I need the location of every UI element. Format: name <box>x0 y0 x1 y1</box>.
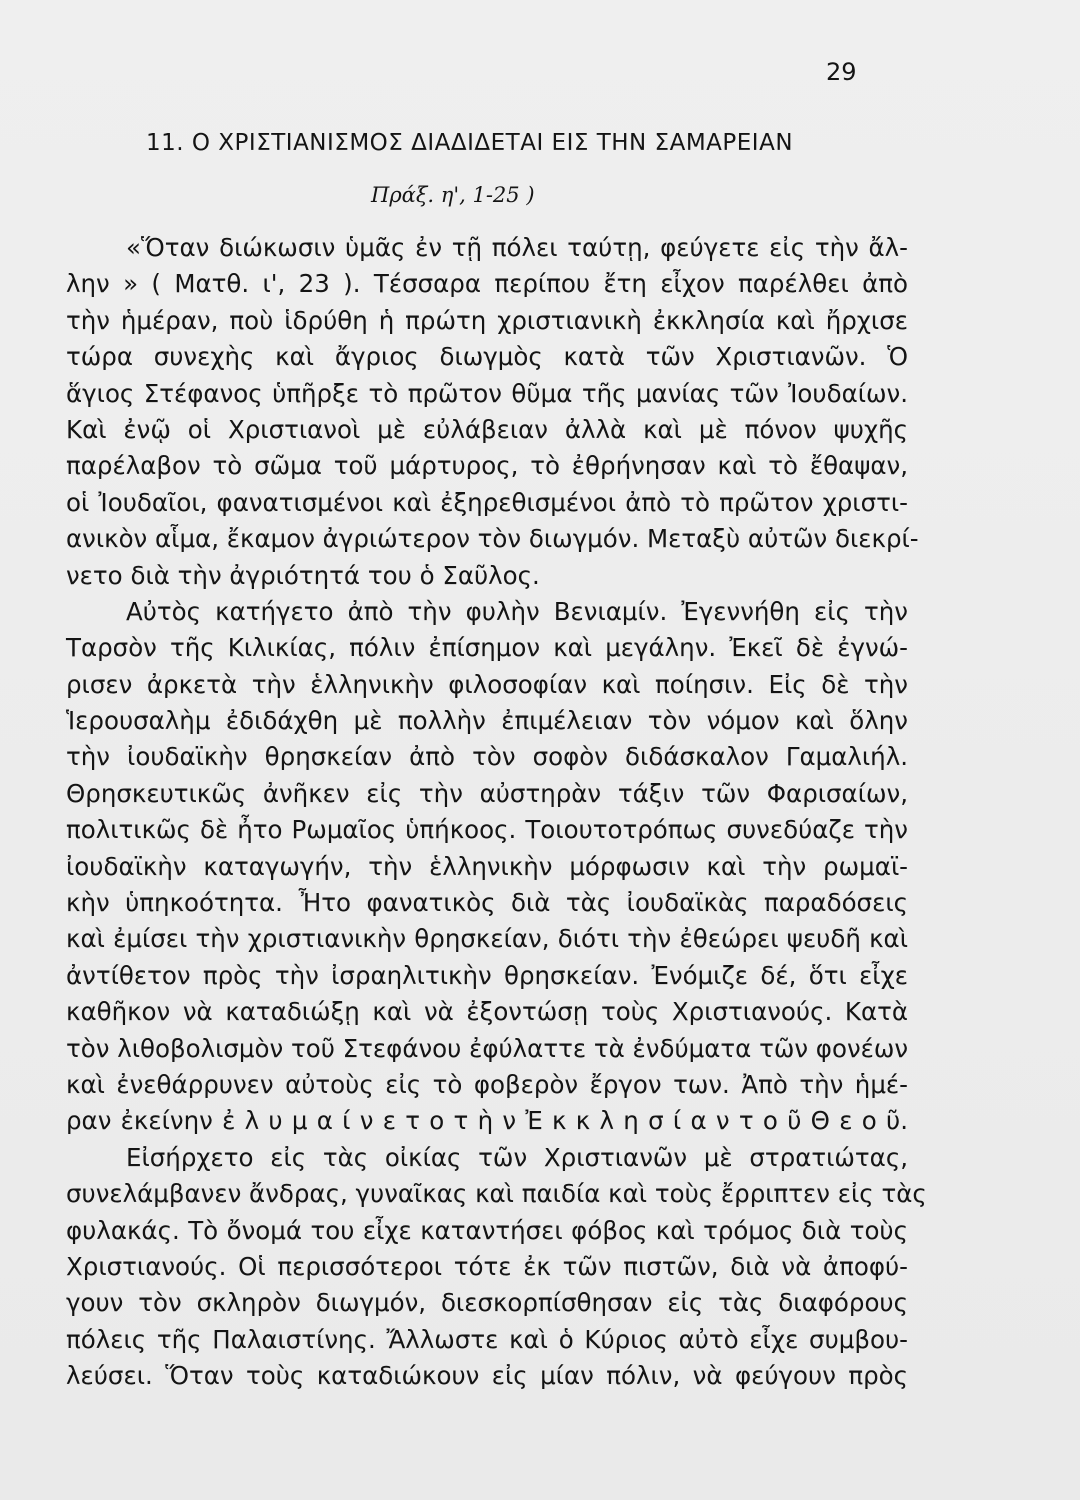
text-line: ανικὸν αἷμα, ἔκαμον ἀγριώτερον τὸν διωγμόν. Μεταξὺ αὐτῶν διεκρί- <box>66 524 919 554</box>
text-line: λην » ( Ματθ. ι', 23 ). Τέσσαρα περίπου ἔτη εἶχον παρέλθει ἀπὸ <box>66 269 908 299</box>
text-line: τὴν ἰουδαϊκὴν θρησκείαν ἀπὸ τὸν σοφὸν διδάσκαλον Γαμαλιήλ. <box>66 742 908 772</box>
text-line: κὴν ὑπηκοότητα. Ἦτο φανατικὸς διὰ τὰς ἰουδαϊκὰς παραδόσεις <box>66 888 908 918</box>
text-line: ραν ἐκείνην ἐ λ υ μ α ί ν ε τ ο τ ὴ ν Ἐ κ κ λ η σ ί α ν τ ο ῦ Θ ε ο ῦ. <box>66 1106 908 1136</box>
scripture-reference: Πράξ. η', 1-25 ) <box>371 183 535 207</box>
text-line: καθῆκον νὰ καταδιώξῃ καὶ νὰ ἐξοντώσῃ τοὺς Χριστιανούς. Κατὰ <box>66 997 908 1027</box>
text-line: ἅγιος Στέφανος ὑπῆρξε τὸ πρῶτον θῦμα τῆς μανίας τῶν Ἰουδαίων. <box>66 378 908 408</box>
text-line: πόλεις τῆς Παλαιστίνης. Ἄλλωστε καὶ ὁ Κύριος αὐτὸ εἶχε συμβου- <box>66 1324 908 1354</box>
text-line: τὸν λιθοβολισμὸν τοῦ Στεφάνου ἐφύλαττε τὰ ἐνδύματα τῶν φονέων <box>66 1033 909 1063</box>
paragraph <box>66 594 908 1140</box>
page-number: 29 <box>826 58 857 86</box>
text-line: Καὶ ἐνῷ οἱ Χριστιανοὶ μὲ εὐλάβειαν ἀλλὰ καὶ μὲ πόνον ψυχῆς <box>66 414 908 444</box>
text-line: ἀντίθετον πρὸς τὴν ἰσραηλιτικὴν θρησκείαν. Ἐνόμιζε δέ, ὅτι εἶχε <box>66 960 908 990</box>
text-line: πολιτικῶς δὲ ἦτο Ρωμαῖος ὑπήκοος. Τοιουτοτρόπως συνεδύαζε τὴν <box>66 815 908 845</box>
text-line: Εἰσήρχετο εἰς τὰς οἰκίας τῶν Χριστιανῶν μὲ στρατιώτας, <box>126 1142 908 1172</box>
paragraph <box>66 1140 927 1395</box>
text-line: λεύσει. Ὅταν τοὺς καταδιώκουν εἰς μίαν πόλιν, νὰ φεύγουν πρὸς <box>66 1361 908 1391</box>
text-line: Χριστιανούς. Οἱ περισσότεροι τότε ἐκ τῶν πιστῶν, διὰ νὰ ἀποφύ- <box>66 1251 908 1281</box>
text-line: συνελάμβανεν ἄνδρας, γυναῖκας καὶ παιδία καὶ τοὺς ἔρριπτεν εἰς τὰς <box>66 1179 927 1209</box>
body-text <box>66 230 927 1395</box>
text-line: παρέλαβον τὸ σῶμα τοῦ μάρτυρος, τὸ ἐθρήνησαν καὶ τὸ ἔθαψαν, <box>66 451 908 481</box>
text-line: ρισεν ἀρκετὰ τὴν ἑλληνικὴν φιλοσοφίαν καὶ ποίησιν. Εἰς δὲ τὴν <box>66 669 908 699</box>
text-line: τώρα συνεχὴς καὶ ἄγριος διωγμὸς κατὰ τῶν Χριστιανῶν. Ὁ <box>66 342 908 372</box>
text-line: οἱ Ἰουδαῖοι, φανατισμένοι καὶ ἐξηρεθισμένοι ἀπὸ τὸ πρῶτον χριστι- <box>66 487 908 517</box>
text-line: Ταρσὸν τῆς Κιλικίας, πόλιν ἐπίσημον καὶ μεγάλην. Ἐκεῖ δὲ ἐγνώ- <box>66 633 908 663</box>
text-line: καὶ ἐνεθάρρυνεν αὐτοὺς εἰς τὸ φοβερὸν ἔργον των. Ἀπὸ τὴν ἡμέ- <box>66 1069 908 1099</box>
text-line: καὶ ἐμίσει τὴν χριστιανικὴν θρησκείαν, διότι τὴν ἐθεώρει ψευδῆ καὶ <box>66 924 908 954</box>
chapter-heading: 11. Ο ΧΡΙΣΤΙΑΝΙΣΜΟΣ ΔΙΑΔΙΔΕΤΑΙ ΕΙΣ ΤΗΝ ΣΑΜΑΡΕΙΑΝ <box>146 130 794 156</box>
text-line: φυλακάς. Τὸ ὄνομά του εἶχε καταντήσει φόβος καὶ τρόμος διὰ τοὺς <box>66 1215 908 1245</box>
text-line: τὴν ἡμέραν, ποὺ ἱδρύθη ἡ πρώτη χριστιανικὴ ἐκκλησία καὶ ἤρχισε <box>66 305 908 335</box>
paragraph <box>66 230 919 594</box>
text-line: γουν τὸν σκληρὸν διωγμόν, διεσκορπίσθησαν εἰς τὰς διαφόρους <box>66 1288 908 1318</box>
text-line: «Ὅταν διώκωσιν ὑμᾶς ἐν τῇ πόλει ταύτῃ, φεύγετε εἰς τὴν ἄλ- <box>126 233 908 262</box>
text-line: Ἱερουσαλὴμ ἐδιδάχθη μὲ πολλὴν ἐπιμέλειαν τὸν νόμον καὶ ὅλην <box>66 706 908 736</box>
text-line: Αὐτὸς κατήγετο ἀπὸ τὴν φυλὴν Βενιαμίν. Ἐγεννήθη εἰς τὴν <box>126 596 908 626</box>
text-line: Θρησκευτικῶς ἀνῆκεν εἰς τὴν αὐστηρὰν τάξιν τῶν Φαρισαίων, <box>66 778 908 808</box>
text-line: νετο διὰ τὴν ἀγριότητά του ὁ Σαῦλος. <box>66 560 540 590</box>
text-line: ἰουδαϊκὴν καταγωγήν, τὴν ἑλληνικὴν μόρφωσιν καὶ τὴν ρωμαϊ- <box>66 851 908 881</box>
